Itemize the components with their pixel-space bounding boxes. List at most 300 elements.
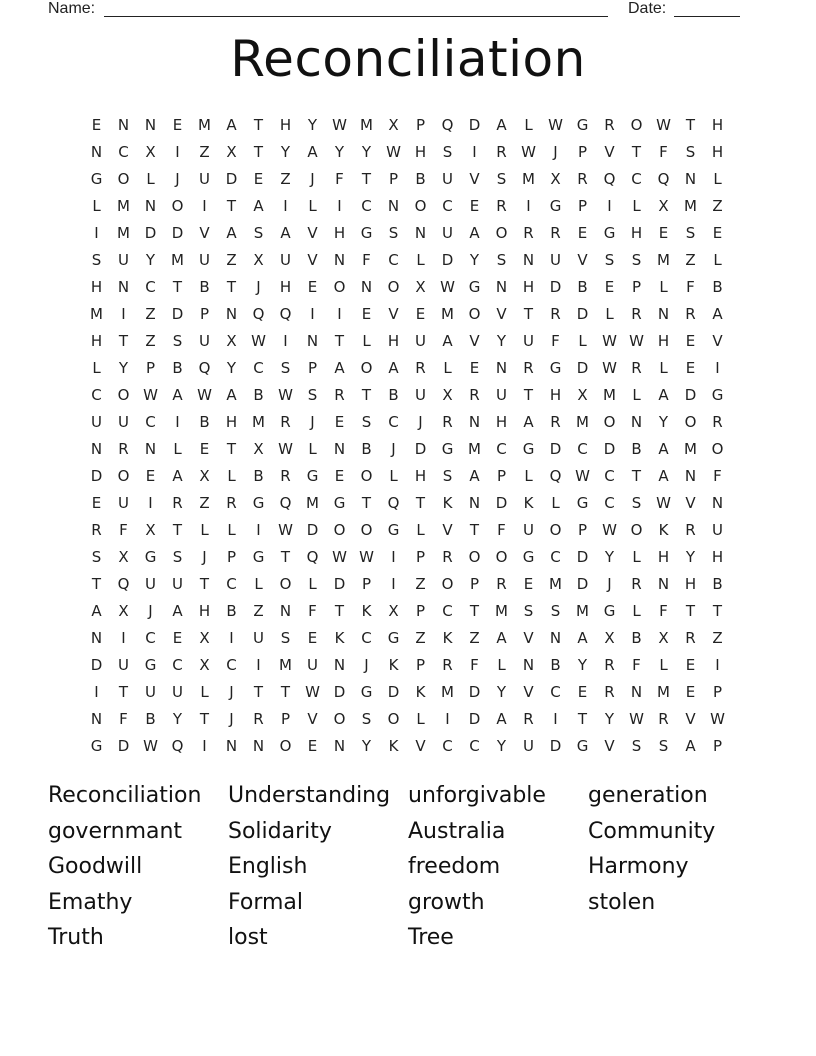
grid-letter: N [90,709,103,728]
grid-letter: C [496,439,507,458]
grid-letter: X [226,142,237,161]
word-list-item: Emathy [48,889,133,915]
grid-letter: O [279,736,292,755]
grid-letter: H [90,277,103,296]
grid-letter: C [550,547,561,566]
worksheet-header [48,0,748,22]
grid-letter: S [631,493,642,512]
grid-letter: U [442,169,453,188]
grid-letter: O [333,520,346,539]
grid-letter: S [307,385,318,404]
grid-letter: M [252,412,265,431]
grid-letter: T [334,331,345,350]
grid-letter: L [92,358,101,377]
grid-letter: O [117,466,130,485]
grid-letter: J [364,655,369,674]
date-line [674,16,740,17]
grid-letter: J [202,547,207,566]
word-list-item: English [228,854,308,879]
grid-letter: T [415,493,426,512]
grid-letter: F [632,655,641,674]
grid-letter: V [199,223,210,242]
grid-letter: U [118,250,129,269]
grid-letter: E [307,628,318,647]
grid-letter: Z [469,628,480,647]
grid-letter: K [388,736,399,755]
grid-letter: I [256,520,261,539]
grid-letter: L [146,169,155,188]
grid-letter: P [712,736,723,755]
grid-letter: L [362,331,371,350]
grid-letter: T [631,466,642,485]
grid-letter: R [253,709,264,728]
grid-letter: N [522,250,535,269]
grid-letter: F [470,655,479,674]
grid-letter: Z [145,304,156,323]
grid-letter: W [278,520,293,539]
grid-letter: U [712,520,723,539]
grid-letter: P [469,574,480,593]
grid-letter: T [523,304,534,323]
grid-letter: N [684,169,697,188]
grid-letter: M [171,250,184,269]
grid-letter: V [469,169,480,188]
grid-letter: T [685,115,696,134]
grid-letter: X [604,628,615,647]
grid-letter: M [117,196,130,215]
grid-letter: I [391,547,396,566]
grid-letter: D [90,655,103,674]
grid-letter: T [685,601,696,620]
grid-letter: D [90,466,103,485]
grid-letter: A [442,331,453,350]
word-list-item: Community [588,818,716,844]
grid-letter: N [333,655,346,674]
grid-letter: R [712,412,723,431]
grid-letter: A [307,142,318,161]
grid-letter: N [414,223,427,242]
grid-letter: G [144,655,157,674]
grid-letter: U [523,520,534,539]
grid-letter: R [523,223,534,242]
grid-letter: W [386,142,401,161]
grid-letter: I [121,628,126,647]
grid-letter: Q [171,736,184,755]
grid-letter: L [578,331,587,350]
grid-letter: M [684,196,697,215]
grid-letter: A [172,601,183,620]
grid-letter: I [175,412,180,431]
grid-letter: I [391,574,396,593]
grid-letter: I [310,304,315,323]
grid-letter: B [631,628,642,647]
grid-letter: N [495,358,508,377]
grid-letter: Y [307,115,318,134]
grid-letter: Y [118,358,129,377]
grid-letter: S [253,223,264,242]
grid-letter: O [360,358,373,377]
grid-letter: U [145,574,156,593]
grid-letter: U [145,682,156,701]
grid-letter: I [472,142,477,161]
grid-letter: U [415,385,426,404]
grid-letter: E [523,574,534,593]
grid-letter: U [172,682,183,701]
name-line [104,16,608,17]
grid-letter: X [550,169,561,188]
grid-letter: S [442,142,453,161]
grid-letter: T [334,601,345,620]
grid-letter: W [548,115,563,134]
grid-letter: V [415,736,426,755]
grid-letter: R [685,628,696,647]
grid-letter: C [388,412,399,431]
grid-letter: O [360,520,373,539]
grid-letter: S [685,142,696,161]
grid-letter: H [657,547,670,566]
grid-letter: V [307,223,318,242]
grid-letter: H [711,142,724,161]
grid-letter: Y [496,331,507,350]
grid-letter: K [361,601,372,620]
grid-letter: R [442,655,453,674]
grid-letter: N [387,196,400,215]
grid-letter: N [333,439,346,458]
grid-letter: T [361,385,372,404]
grid-letter: Q [279,304,292,323]
grid-letter: P [145,358,156,377]
grid-letter: H [414,142,427,161]
grid-letter: D [468,115,481,134]
grid-letter: L [659,277,668,296]
grid-letter: E [685,331,696,350]
grid-letter: M [657,682,670,701]
grid-letter: Z [280,169,291,188]
grid-letter: R [658,709,669,728]
grid-letter: C [388,250,399,269]
grid-letter: H [495,412,508,431]
grid-letter: C [226,574,237,593]
grid-letter: Z [415,574,426,593]
grid-letter: S [280,358,291,377]
grid-letter: U [199,169,210,188]
grid-letter: D [576,304,589,323]
grid-letter: C [361,196,372,215]
grid-letter: U [280,250,291,269]
grid-letter: U [118,493,129,512]
grid-letter: U [118,655,129,674]
grid-letter: V [307,250,318,269]
grid-letter: G [387,628,400,647]
grid-letter: W [656,493,671,512]
grid-letter: J [418,412,423,431]
grid-letter: M [90,304,103,323]
grid-letter: U [523,331,534,350]
grid-letter: C [91,385,102,404]
grid-letter: L [551,493,560,512]
grid-letter: D [306,520,319,539]
grid-letter: B [577,277,588,296]
grid-letter: P [307,358,318,377]
grid-letter: I [553,709,558,728]
grid-letter: L [659,358,668,377]
grid-letter: V [496,304,507,323]
grid-letter: S [91,250,102,269]
grid-letter: D [549,736,562,755]
grid-letter: N [657,304,670,323]
grid-letter: Z [226,250,237,269]
grid-letter: D [576,547,589,566]
grid-letter: D [603,439,616,458]
grid-letter: Y [685,547,696,566]
grid-letter: O [630,520,643,539]
grid-letter: O [279,574,292,593]
grid-letter: Y [658,412,669,431]
grid-letter: G [306,466,319,485]
grid-letter: D [468,682,481,701]
grid-letter: A [577,628,588,647]
grid-letter: E [577,682,588,701]
grid-letter: S [604,250,615,269]
grid-letter: W [332,547,347,566]
grid-letter: H [657,331,670,350]
grid-letter: C [442,601,453,620]
grid-letter: M [198,115,211,134]
grid-letter: P [577,196,588,215]
grid-letter: R [685,520,696,539]
grid-letter: I [337,304,342,323]
grid-letter: C [226,655,237,674]
grid-letter: R [118,439,129,458]
grid-letter: M [468,439,481,458]
grid-letter: L [200,520,209,539]
grid-letter: A [496,709,507,728]
grid-letter: T [226,439,237,458]
grid-letter: N [630,682,643,701]
grid-letter: R [631,358,642,377]
grid-letter: E [307,736,318,755]
grid-letter: R [550,412,561,431]
grid-letter: A [172,466,183,485]
grid-letter: M [684,439,697,458]
grid-letter: O [441,574,454,593]
grid-letter: C [604,466,615,485]
grid-letter: Y [145,250,156,269]
grid-letter: R [550,223,561,242]
grid-letter: O [387,709,400,728]
grid-letter: A [226,223,237,242]
grid-letter: T [253,142,264,161]
grid-letter: G [144,547,157,566]
grid-letter: S [631,250,642,269]
grid-letter: Z [685,250,696,269]
grid-letter: B [631,439,642,458]
grid-letter: S [658,736,669,755]
grid-letter: Y [577,655,588,674]
grid-letter: G [576,115,589,134]
grid-letter: X [415,277,426,296]
grid-letter: S [361,412,372,431]
grid-letter: N [144,115,157,134]
grid-letter: V [442,520,453,539]
grid-letter: D [171,304,184,323]
grid-letter: E [91,493,102,512]
grid-letter: U [172,574,183,593]
grid-letter: V [685,493,696,512]
grid-letter: Y [172,709,183,728]
grid-letter: P [712,682,723,701]
grid-letter: I [715,358,720,377]
grid-letter: A [388,358,399,377]
grid-letter: D [495,493,508,512]
grid-letter: R [604,655,615,674]
grid-letter: W [305,682,320,701]
grid-letter: L [443,358,452,377]
grid-letter: E [361,304,372,323]
grid-letter: K [523,493,534,512]
grid-letter: R [604,115,615,134]
grid-letter: E [199,439,210,458]
grid-letter: U [91,412,102,431]
grid-letter: X [388,115,399,134]
grid-letter: E [658,223,669,242]
grid-letter: X [199,466,210,485]
grid-letter: U [118,412,129,431]
grid-letter: W [602,358,617,377]
grid-letter: N [468,412,481,431]
grid-letter: D [441,250,454,269]
grid-letter: Y [469,250,480,269]
grid-letter: P [280,709,291,728]
grid-letter: R [91,520,102,539]
grid-letter: W [710,709,725,728]
grid-letter: Y [604,709,615,728]
grid-letter: H [387,331,400,350]
grid-letter: A [91,601,102,620]
grid-letter: S [496,169,507,188]
grid-letter: N [684,466,697,485]
grid-letter: L [308,196,317,215]
grid-letter: I [715,655,720,674]
grid-letter: T [361,169,372,188]
grid-letter: G [522,547,535,566]
grid-letter: G [468,277,481,296]
grid-letter: N [711,493,724,512]
grid-letter: N [90,628,103,647]
grid-letter: T [469,601,480,620]
grid-letter: E [415,304,426,323]
grid-letter: L [308,439,317,458]
grid-letter: S [523,601,534,620]
grid-letter: M [657,250,670,269]
grid-letter: G [387,520,400,539]
grid-letter: C [253,358,264,377]
grid-letter: C [442,736,453,755]
grid-letter: W [251,331,266,350]
grid-letter: K [334,628,345,647]
grid-letter: B [145,709,156,728]
grid-letter: I [94,223,99,242]
grid-letter: E [685,358,696,377]
grid-letter: N [117,115,130,134]
grid-letter: I [283,196,288,215]
grid-letter: O [549,520,562,539]
grid-letter: G [603,223,616,242]
grid-letter: R [226,493,237,512]
grid-letter: M [576,601,589,620]
grid-letter: U [442,223,453,242]
grid-letter: Y [226,358,237,377]
grid-letter: M [549,574,562,593]
grid-letter: D [468,709,481,728]
grid-letter: L [92,196,101,215]
word-list-item: freedom [408,854,501,879]
grid-letter: O [630,115,643,134]
grid-letter: X [118,547,129,566]
grid-letter: T [253,682,264,701]
grid-letter: Z [199,142,210,161]
grid-letter: Q [387,493,400,512]
grid-letter: A [469,466,480,485]
grid-letter: L [497,655,506,674]
puzzle-title: Reconciliation [230,30,586,88]
grid-letter: H [279,115,292,134]
grid-letter: L [659,655,668,674]
grid-letter: A [496,628,507,647]
grid-letter: R [334,385,345,404]
grid-letter: L [173,439,182,458]
word-list-item: Tree [408,925,454,950]
grid-letter: M [576,412,589,431]
grid-letter: A [658,385,669,404]
grid-letter: M [279,655,292,674]
grid-letter: V [604,142,615,161]
grid-letter: S [388,223,399,242]
grid-letter: E [334,466,345,485]
grid-letter: S [550,601,561,620]
grid-letter: D [414,439,427,458]
grid-letter: F [659,142,668,161]
grid-letter: E [685,682,696,701]
grid-letter: I [148,493,153,512]
grid-letter: H [90,331,103,350]
date-label: Date: [628,0,667,17]
grid-letter: V [604,736,615,755]
grid-letter: T [226,277,237,296]
word-list-item: Reconciliation [48,783,202,808]
grid-letter: D [576,358,589,377]
grid-letter: R [496,142,507,161]
grid-letter: J [175,169,180,188]
grid-letter: J [391,439,396,458]
grid-letter: Y [604,547,615,566]
grid-letter: M [360,115,373,134]
grid-letter: T [280,547,291,566]
grid-letter: K [442,493,453,512]
grid-letter: Q [117,574,130,593]
grid-letter: C [172,655,183,674]
grid-letter: G [522,439,535,458]
word-list-item: growth [408,889,485,915]
grid-letter: U [199,331,210,350]
grid-letter: R [469,385,480,404]
grid-letter: G [441,439,454,458]
grid-letter: S [172,331,183,350]
grid-letter: H [279,277,292,296]
grid-letter: S [496,250,507,269]
grid-letter: A [226,385,237,404]
grid-letter: A [280,223,291,242]
